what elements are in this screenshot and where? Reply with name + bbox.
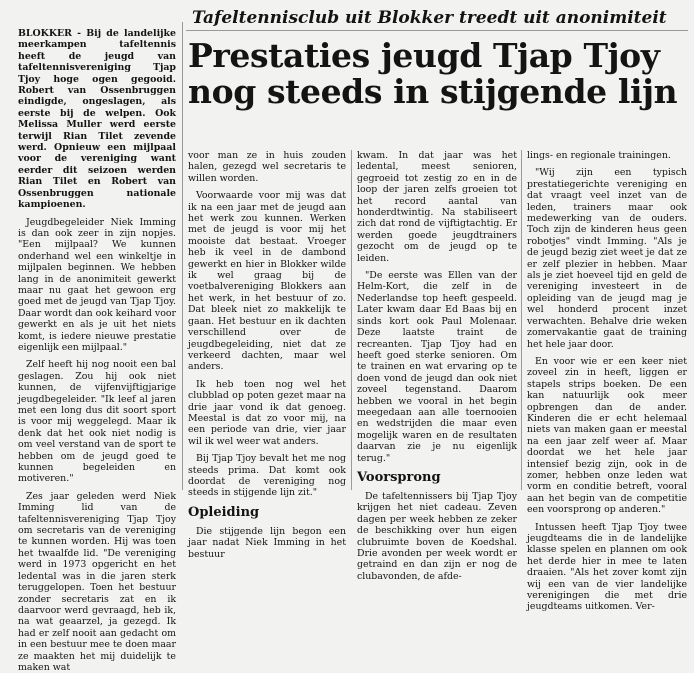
- article-column-1: [18, 28, 176, 673]
- body-paragraph: Die stijgende lijn begon een jaar nadat Niek Imming in het bestuur: [188, 525, 346, 560]
- body-paragraph: "De eerste was Ellen van der Helm-Kort, die zelf in de Nederlandse top heeft gespeeld. Later kwam daar Ed Baas bij en sinds kort ook Paul Molenaar. Deze laatste traint de recreanten. Tjap Tjoy had en heeft goed sterke senioren. Om te trainen en wat ervaring op te doen vond de jeugd dan ook niet zoveel tegenstand. Daarom hebben we vooral in het begin meegedaan aan alle toernooien en wedstrijden die maar even mogelijk waren en de resultaten daarvan zie je nu eigenlijk terug.": [357, 270, 517, 464]
- subheading-voorsprong: Voorsprong: [357, 469, 441, 485]
- body-paragraph: Ik heb toen nog wel het clubblad op poten gezet maar na drie jaar vond ik dat genoeg. Meestal is dat zo voor mij, na een periode van drie, vier jaar wil ik wel weer wat anders.: [188, 378, 346, 447]
- column-divider: [351, 150, 352, 490]
- body-paragraph: "Wij zijn een typisch prestatiegerichte vereniging en dat vraagt veel inzet van de leden, trainers maar ook medewerking van de ouders. Toch zijn de kinderen heus geen robotjes" vindt Imming. "Als je de jeugd bezig ziet weet je dat ze er zelf plezier in hebben. Maar als je ziet hoeveel tijd en geld de vereniging investeert in de opleiding van de jeugd mag je wel honderd procent inzet verwachten. Behalve drie weken zomervakantie gaat de training het hele jaar door.: [527, 167, 687, 350]
- body-paragraph: Jeugdbegeleider Niek Imming is dan ook zeer in zijn nopjes. "Een mijlpaal? We kunnen onderhand wel een winkeltje in mijlpalen beginnen. We hebben lang in de anonimiteit gewerkt maar nu gaat het gewoon erg goed met de jeugd van Tjap Tjoy. Daar wordt dan ook keihard voor gewerkt en als je uit het niets komt, is iedere nieuwe prestatie eigenlijk een mijlpaal.": [18, 216, 176, 353]
- article-column-4: [527, 150, 687, 613]
- headline-line-1: Prestaties jeugd Tjap Tjoy: [188, 36, 660, 75]
- body-paragraph: voor man ze in huis zouden halen, gezegd wel secretaris te willen worden.: [188, 150, 346, 184]
- body-paragraph: Voorwaarde voor mij was dat ik na een jaar met de jeugd aan het werk zou kunnen. Werken met de jeugd is voor mij het mooiste dat bestaat. Vroeger heb ik veel in de dambond gewerkt en hier in Blokker wilde ik wel graag bij de voetbalvereniging Blokkers aan het werk, in het bestuur of zo. Dat bleek niet zo makkelijk te gaan. Het bestuur en ik dachten verschillend over de jeugdbegeleiding, niet dat ze verkeerd dachten, maar wel anders.: [188, 190, 346, 373]
- article-headline: [188, 38, 688, 110]
- body-paragraph: Zelf heeft hij nog nooit een bal geslagen. Zou hij ook niet kunnen, de vijfenvijftigjarige jeugdbegeleider. "Ik leef al jaren met een long dus dit soort sport is voor mij weggelegd. Maar ik denk dat het ook niet nodig is om veel verstand van de sport te hebben om de jeugd goed te kunnen begeleiden en motiveren.": [18, 359, 176, 485]
- body-paragraph: kwam. In dat jaar was het ledental, meest senioren, gegroeid tot zestig zo en in de loop der jaren zelfs groeien tot het record aantal van honderdtwintig. Na stabiliseert zich dat rond de vijftigtachtig. Er werden goede jeugdtrainers gezocht om de jeugd op te leiden.: [357, 150, 517, 264]
- subheading-opleiding: Opleiding: [188, 504, 260, 520]
- headline-line-2: nog steeds in stijgende lijn: [188, 72, 678, 111]
- body-paragraph: Intussen heeft Tjap Tjoy twee jeugdteams die in de landelijke klasse spelen en plannen om ook het derde hier in mee te laten draaien. "Als het zover komt zijn wij een van de vier landelijke verenigingen die met drie jeugdteams uitkomen. Ver-: [527, 521, 687, 613]
- article-column-2: [188, 150, 346, 560]
- body-paragraph: De tafeltennissers bij Tjap Tjoy krijgen het niet cadeau. Zeven dagen per week hebben ze zeker de beschikking over hun eigen clubruimte boven de Koedshal. Drie avonden per week wordt er getraind en dan zijn er nog de clubavonden, de afde-: [357, 490, 517, 582]
- column-divider: [182, 22, 183, 490]
- body-paragraph: Zes jaar geleden werd Niek Imming lid van de tafeltennisvereniging Tjap Tjoy om secretaris van de vereniging te kunnen worden. Hij was toen het twaalfde lid. "De vereniging werd in 1973 opgericht en het ledental was in die jaren sterk teruggelopen. Toen het bestuur zonder secretaris zat en ik daarvoor werd gevraagd, heb ik, na wat geaarzel, ja gezegd. Ik had er zelf nooit aan gedacht om in een bestuur mee te doen maar ze maakten het mij duidelijk te maken wat: [18, 490, 176, 673]
- body-paragraph: En voor wie er een keer niet zoveel zin in heeft, liggen er stapels strips boeken. De een kan natuurlijk ook meer opbrengen dan de ander. Kinderen die er echt helemaal niets van maken gaan er meestal na een jaar zelf weer af. Maar doordat we het hele jaar intensief bezig zijn, ook in de zomer, hebben onze leden wat vorm en conditie betreft, vooral aan het begin van de competitie een voorsprong op anderen.": [527, 355, 687, 516]
- article-kicker: Tafeltennisclub uit Blokker treedt uit anonimiteit: [192, 8, 667, 28]
- kicker-divider: [186, 30, 688, 31]
- body-paragraph: lings- en regionale trainingen.: [527, 150, 671, 161]
- body-paragraph: Bij Tjap Tjoy bevalt het me nog steeds prima. Dat komt ook doordat de vereniging nog steeds in stijgende lijn zit.": [188, 453, 346, 499]
- article-column-3: [357, 150, 517, 582]
- lead-paragraph: BLOKKER - Bij de landelijke meerkampen tafeltennis heeft de jeugd van tafeltennisvereniging Tjap Tjoy hoge ogen gegooid. Robert van Ossenbruggen eindigde, ongeslagen, als eerste bij de welpen. Ook Melissa Muller werd eerste terwijl Rian Tilet zevende werd. Opnieuw een mijlpaal voor de vereniging want eerder dit seizoen werden Rian Tilet en Robert van Ossenbruggen nationale kampioenen.: [18, 28, 176, 211]
- column-divider: [521, 150, 522, 490]
